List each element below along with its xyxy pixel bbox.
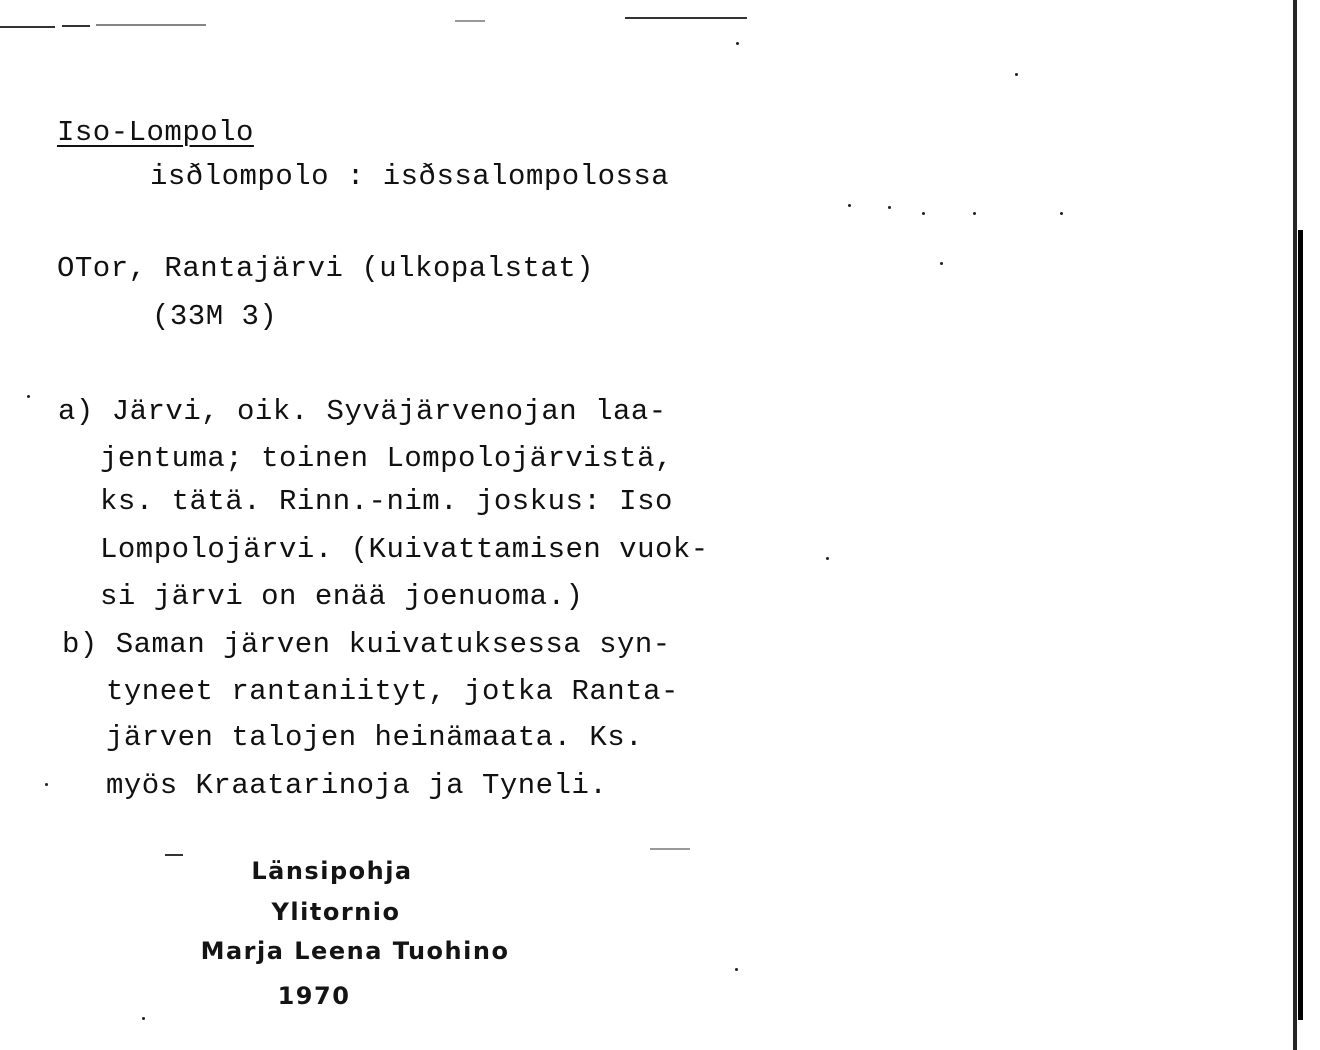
scan-speck bbox=[1015, 73, 1018, 76]
scan-artifact bbox=[455, 20, 485, 22]
map-reference: (33M 3) bbox=[152, 300, 278, 333]
scan-speck bbox=[940, 262, 943, 265]
scan-artifact bbox=[650, 848, 690, 850]
entry-a-line: si järvi on enää joenuoma.) bbox=[100, 580, 584, 613]
scan-speck bbox=[826, 557, 829, 560]
entry-a-line: ks. tätä. Rinn.-nim. joskus: Iso bbox=[100, 485, 673, 518]
entry-a-line: jentuma; toinen Lompolojärvistä, bbox=[100, 442, 673, 475]
scan-edge-line-thick bbox=[1298, 230, 1303, 1020]
scan-artifact bbox=[96, 24, 206, 26]
entry-b-line: tyneet rantaniityt, jotka Ranta- bbox=[106, 675, 679, 708]
stamp-region: Länsipohja bbox=[251, 857, 413, 885]
entry-a-line: Lompolojärvi. (Kuivattamisen vuok- bbox=[100, 533, 709, 566]
scan-speck bbox=[973, 212, 976, 215]
scan-edge-line bbox=[1293, 0, 1297, 1050]
scan-speck bbox=[848, 204, 851, 207]
location-line: OTor, Rantajärvi (ulkopalstat) bbox=[57, 252, 595, 285]
scan-artifact bbox=[62, 25, 90, 27]
stamp-collector: Marja Leena Tuohino bbox=[200, 937, 510, 965]
scan-speck bbox=[27, 395, 30, 398]
scan-speck bbox=[888, 206, 891, 209]
entry-a-line: a) Järvi, oik. Syväjärvenojan laa- bbox=[58, 395, 667, 428]
entry-b-line: myös Kraatarinoja ja Tyneli. bbox=[106, 769, 608, 802]
scan-speck bbox=[922, 212, 925, 215]
scan-artifact bbox=[0, 26, 55, 28]
scan-speck bbox=[1060, 212, 1063, 215]
scan-artifact bbox=[165, 854, 183, 856]
stamp-year: 1970 bbox=[277, 982, 351, 1010]
scan-speck bbox=[142, 1017, 145, 1020]
scan-speck bbox=[735, 968, 738, 971]
entry-b-line: järven talojen heinämaata. Ks. bbox=[106, 721, 644, 754]
place-name-title: Iso-Lompolo bbox=[57, 116, 254, 149]
scan-speck bbox=[45, 783, 48, 786]
entry-b-line: b) Saman järven kuivatuksessa syn- bbox=[62, 628, 671, 661]
scan-artifact bbox=[625, 17, 747, 19]
pronunciation-line: isðlompolo : isðssalompolossa bbox=[150, 160, 670, 193]
scan-speck bbox=[736, 42, 739, 45]
stamp-parish: Ylitornio bbox=[271, 898, 401, 926]
